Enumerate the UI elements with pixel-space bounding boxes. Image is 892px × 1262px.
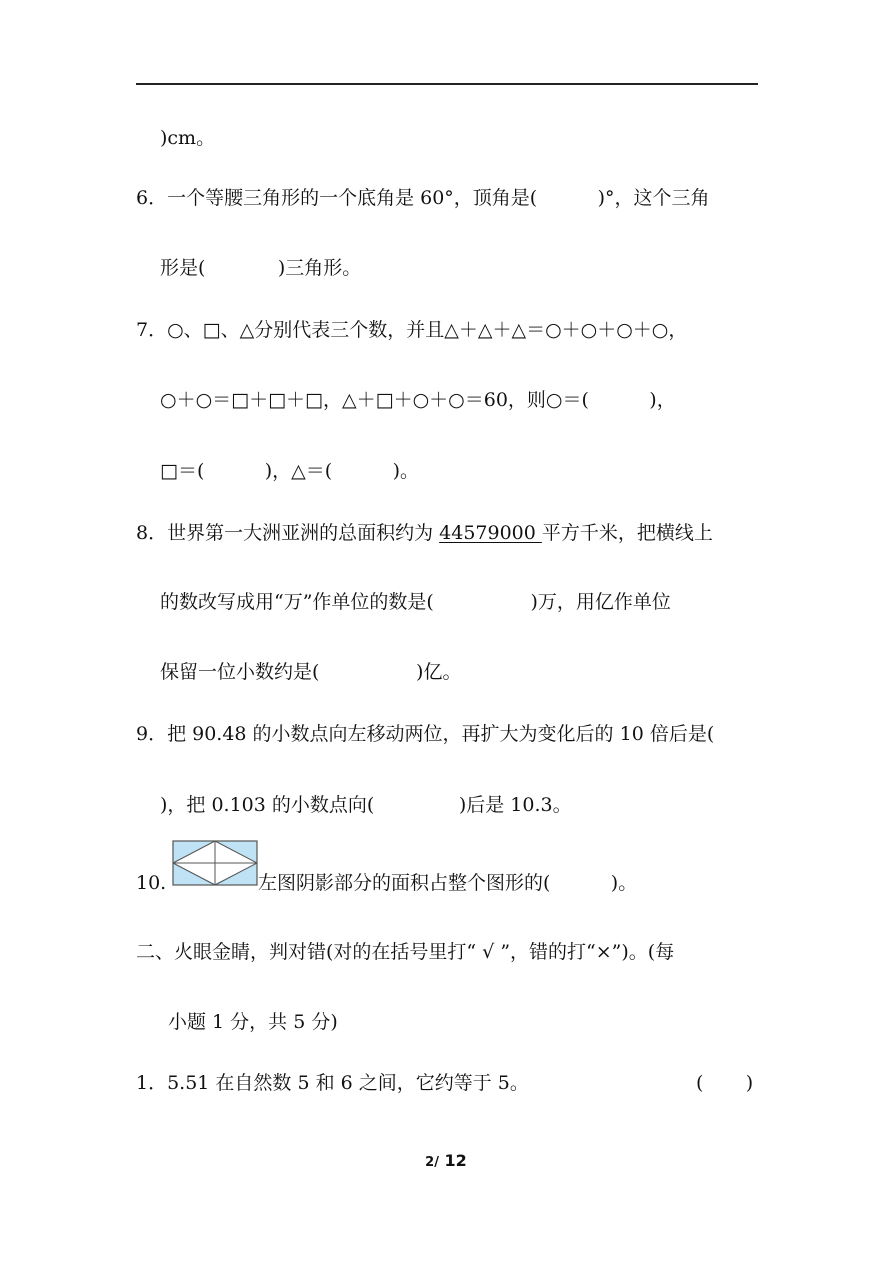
judge-question-1: 1．5.51 在自然数 5 和 6 之间，它约等于 5。 [136, 1072, 529, 1094]
header-rule [136, 83, 758, 85]
page-current: 2/ [425, 1155, 439, 1170]
continuation-text: )cm。 [160, 127, 216, 149]
question-7-line-2: ○＋○＝□＋□＋□，△＋□＋○＋○＝60，则○＝( )， [160, 389, 676, 411]
question-7-line-1: 7．○、□、△分别代表三个数，并且△＋△＋△＝○＋○＋○＋○， [136, 319, 688, 341]
question-10-number: 10. [136, 872, 167, 894]
question-8-line-3: 保留一位小数约是( )亿。 [160, 661, 462, 683]
page-number [0, 1151, 892, 1170]
page-total: 12 [444, 1151, 467, 1170]
question-6-line-1: 6．一个等腰三角形的一个底角是 60°，顶角是( )°，这个三角 [136, 187, 710, 209]
question-8-suffix: 平方千米，把横线上 [541, 522, 713, 544]
question-10-text: 左图阴影部分的面积占整个图形的( )。 [258, 872, 638, 894]
question-8-line-2: 的数改写成用“万”作单位的数是( )万，用亿作单位 [160, 591, 671, 613]
question-8-prefix: 8．世界第一大洲亚洲的总面积约为 [136, 522, 440, 544]
shaded-rectangle-figure [172, 840, 258, 886]
question-6-line-2: 形是( )三角形。 [160, 257, 362, 279]
question-9-line-2: )，把 0.103 的小数点向( )后是 10.3。 [160, 794, 572, 816]
question-8-line-1 [136, 521, 713, 545]
question-9-line-1: 9．把 90.48 的小数点向左移动两位，再扩大为变化后的 10 倍后是( [136, 723, 715, 745]
question-7-line-3: □＝( )，△＝( )。 [160, 460, 420, 482]
underlined-number: 44579000 [439, 522, 542, 544]
section-2-heading-line-2: 小题 1 分，共 5 分) [168, 1011, 338, 1033]
section-2-heading-line-1: 二、火眼金睛，判对错(对的在括号里打“ √ ”，错的打“×”)。(每 [136, 941, 675, 963]
answer-bracket[interactable]: ( ) [696, 1072, 754, 1094]
